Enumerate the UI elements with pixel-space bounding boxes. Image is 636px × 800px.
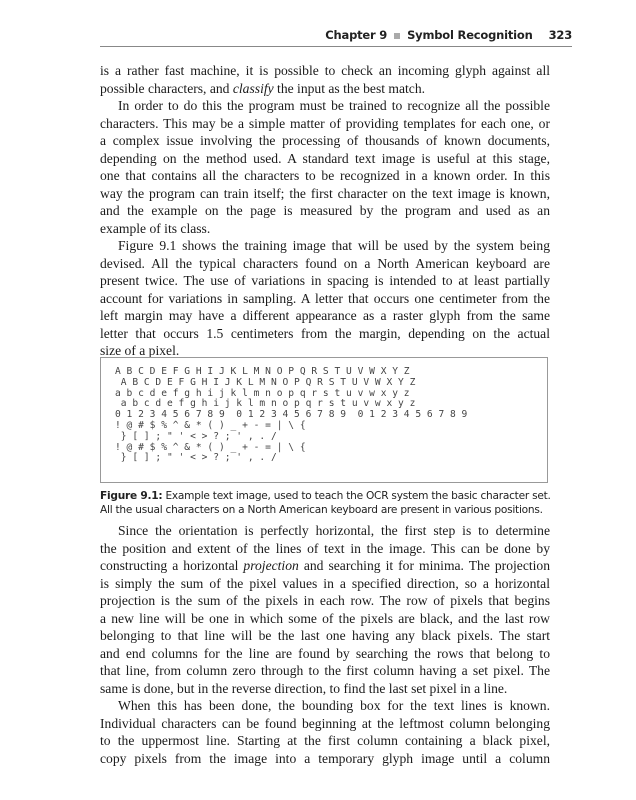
text-line xyxy=(100,645,550,663)
text-line xyxy=(100,132,550,150)
glyph-row: } [ ] ; " ' < > ? ; ' , . / xyxy=(115,452,277,464)
text-segment: possible characters, and xyxy=(100,80,233,96)
text-line xyxy=(100,522,550,540)
text-line xyxy=(100,680,550,698)
text-segment: example of its class. xyxy=(100,220,211,236)
text-segment: When this has been done, the bounding box for the text lines is known. xyxy=(118,698,550,713)
text-segment: account for variations in sampling. A letter that occurs one centimeter from the xyxy=(100,290,550,306)
text-line xyxy=(100,237,550,255)
text-segment: to the uppermost line. Starting at the first column containing a black pixel, xyxy=(100,733,550,748)
text-segment: and end columns for the line are found by searching the rows that belong to xyxy=(100,645,550,661)
glyph-row: A B C D E F G H I J K L M N O P Q R S T U V W X Y Z xyxy=(115,366,410,377)
text-line xyxy=(100,115,550,133)
text-segment: projection is the sum of the pixels in each row. The row of pixels that begins xyxy=(100,593,550,608)
body-text-lower xyxy=(100,522,550,767)
text-segment: characters. This may be a simple matter of providing templates for each one, or xyxy=(100,115,550,131)
text-line xyxy=(100,150,550,168)
text-line xyxy=(100,715,550,733)
glyph-row: ! @ # $ % ^ & * ( ) _ + - = | \ { xyxy=(115,441,306,453)
text-line xyxy=(100,750,550,768)
text-line xyxy=(100,540,550,558)
glyph-row: 0 1 2 3 4 5 6 7 8 9 0 1 2 3 4 5 6 7 8 9 0 1 2 3 4 5 6 7 8 9 xyxy=(115,409,468,421)
text-segment: copy pixels from the image into a temporary glyph image until a column xyxy=(100,750,550,766)
text-segment: Since the orientation is perfectly horizontal, the first step is to determine xyxy=(118,523,550,538)
header-rule xyxy=(100,46,572,47)
text-segment: the position and extent of the lines of text in the image. This can be done by xyxy=(100,540,550,556)
text-segment: Individual characters can be found beginning at the leftmost column belonging xyxy=(100,715,550,731)
text-segment: size of a pixel. xyxy=(100,343,180,358)
text-segment: is a rather fast machine, it is possible to check an incoming glyph against all xyxy=(100,63,550,78)
figure-caption xyxy=(100,489,555,517)
text-line xyxy=(100,185,550,203)
chapter-title: Symbol Recognition xyxy=(407,28,533,42)
text-line xyxy=(100,557,550,575)
chapter-label: Chapter 9 xyxy=(325,28,388,42)
text-line xyxy=(100,202,550,220)
text-segment: left margin may have a different appearance as a raster glyph from the same xyxy=(100,308,550,323)
italic-term: classify xyxy=(232,80,274,96)
text-segment: a complex issue involving the processing of thousands of known documents, xyxy=(100,133,550,148)
training-glyphs xyxy=(115,367,467,464)
text-line xyxy=(100,732,550,750)
text-line xyxy=(100,592,550,610)
figure-9-1-image xyxy=(100,357,548,483)
text-line xyxy=(100,220,550,238)
text-segment: letter that occurs 1.5 centimeters from the margin, depending on the actual xyxy=(100,325,550,341)
glyph-row: a b c d e f g h i j k l m n o p q r s t u v w x y z xyxy=(115,387,410,399)
glyph-row: A B C D E F G H I J K L M N O P Q R S T U V W X Y Z xyxy=(115,376,416,388)
text-line xyxy=(100,307,550,325)
square-bullet-icon xyxy=(394,33,400,39)
text-segment: belonging to that line will be the last one having any black pixels. The start xyxy=(100,628,550,643)
text-segment: that line, from column zero through to the first column having a set pixel. The xyxy=(100,663,550,678)
text-segment: In order to do this the program must be trained to recognize all the possible xyxy=(118,98,550,113)
text-segment: one that contains all the characters to be recognized in a known order. In this xyxy=(100,168,550,183)
text-line xyxy=(100,575,550,593)
text-line xyxy=(100,627,550,645)
text-line xyxy=(100,255,550,273)
text-line xyxy=(100,62,550,80)
caption-text: Example text image, used to teach the OCR system the basic character set. All the usual characters on a North American keyboard are present in various positions. xyxy=(100,490,551,516)
text-line xyxy=(100,610,550,628)
text-segment: devised. All the typical characters found on a North American keyboard are xyxy=(100,255,550,271)
caption-label: Figure 9.1: xyxy=(100,490,163,502)
text-segment: and searching it for minima. The projection xyxy=(298,558,550,573)
glyph-row: ! @ # $ % ^ & * ( ) _ + - = | \ { xyxy=(115,419,306,431)
page-number: 323 xyxy=(548,28,572,42)
text-line xyxy=(100,167,550,185)
text-line xyxy=(100,325,550,343)
running-header xyxy=(100,28,572,46)
text-line xyxy=(100,80,550,98)
body-text-upper xyxy=(100,62,550,360)
text-line xyxy=(100,290,550,308)
text-segment: is simply the sum of the pixel values in a specified direction, so a horizontal xyxy=(100,575,550,591)
text-segment: Figure 9.1 shows the training image that will be used by the system being xyxy=(118,238,550,253)
text-segment: and the example on the page is measured by the program and used as an xyxy=(100,203,550,218)
text-segment: a new line will be one in which some of the pixels are black, and the last row xyxy=(100,610,550,626)
text-line xyxy=(100,97,550,115)
glyph-row: } [ ] ; " ' < > ? ; ' , . / xyxy=(115,430,277,442)
text-line xyxy=(100,697,550,715)
text-segment: depending on the method used. A standard text image is useful at this stage, xyxy=(100,150,550,166)
text-segment: present twice. The use of variations in spacing is intended to at least partially xyxy=(100,273,550,288)
text-segment: same is done, but in the reverse direction, to find the last set pixel in a line. xyxy=(100,680,508,696)
text-line xyxy=(100,662,550,680)
text-line xyxy=(100,272,550,290)
italic-term: projection xyxy=(243,558,299,573)
text-segment: way the program can train itself; the first character on the text image is known, xyxy=(100,185,550,201)
text-segment: constructing a horizontal xyxy=(100,558,244,573)
text-segment: the input as the best match. xyxy=(273,80,426,96)
glyph-row: a b c d e f g h i j k l m n o p q r s t u v w x y z xyxy=(115,398,416,410)
